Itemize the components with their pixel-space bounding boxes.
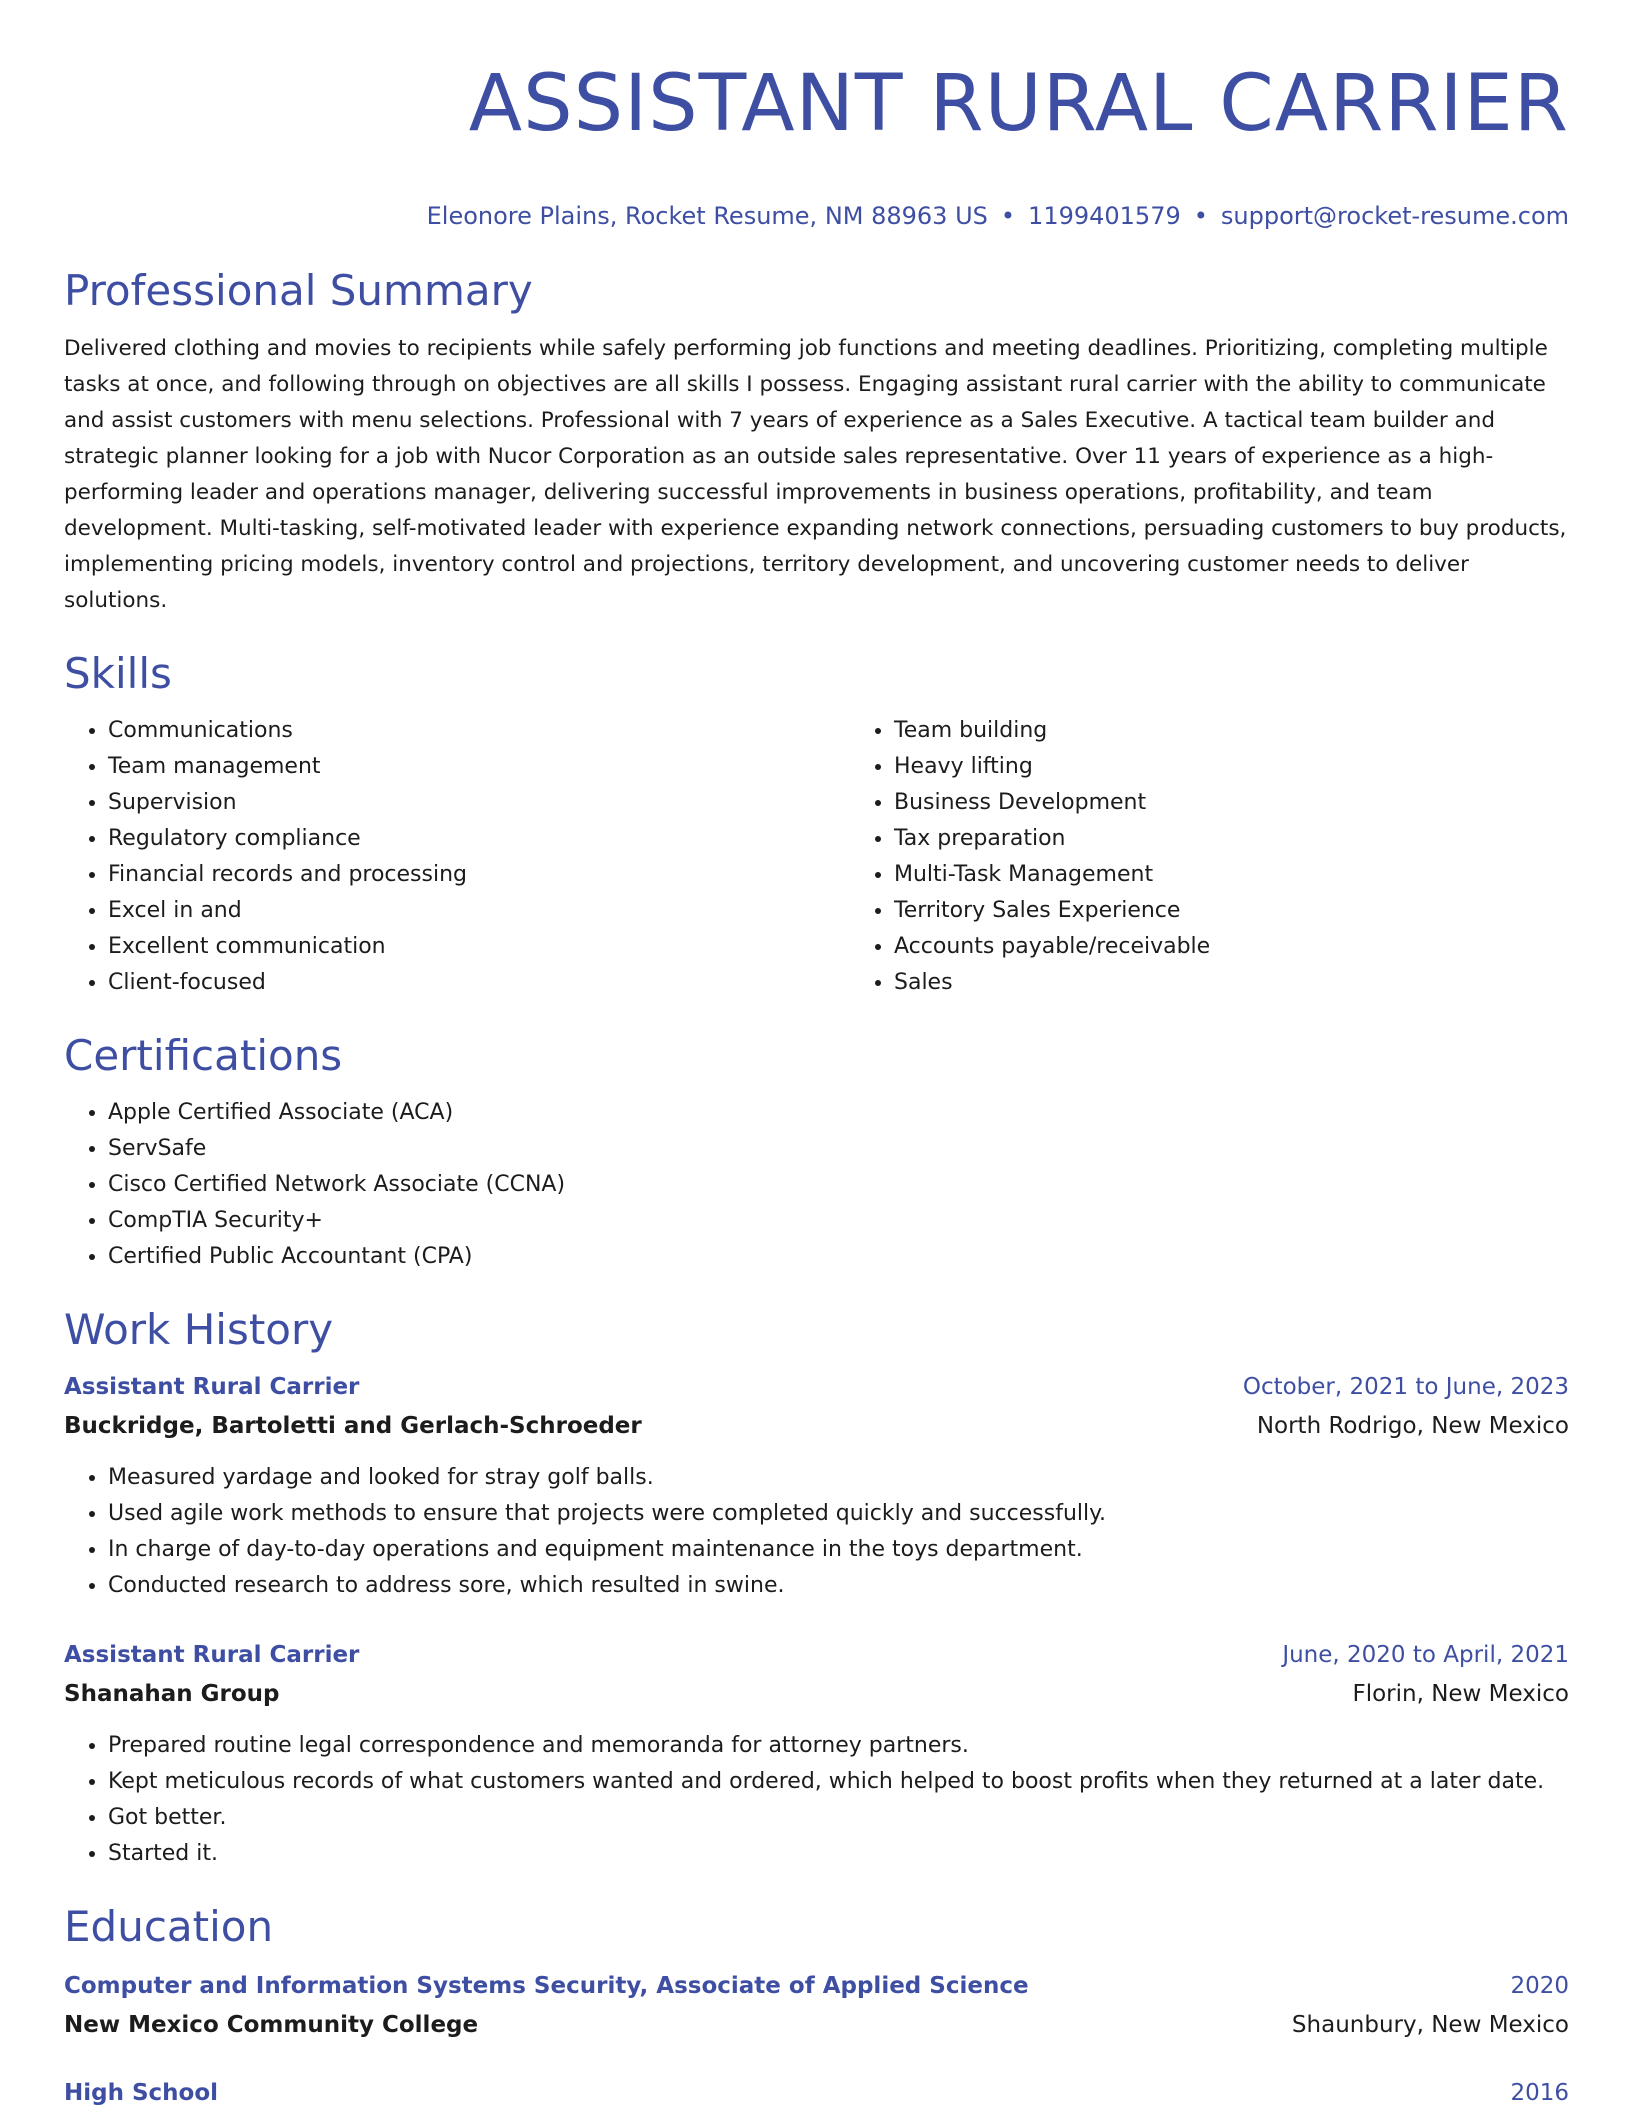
job-bullet: • In charge of day-to-day operations and equipment maintenance in the toys department. <box>108 1532 1569 1568</box>
skill-item: • Accounts payable/receivable <box>894 929 1210 965</box>
skill-item: • Financial records and processing <box>108 857 850 893</box>
certification-item: • Cisco Certified Network Associate (CCNA) <box>108 1167 1569 1203</box>
contact-separator: • <box>1000 202 1016 230</box>
job-company: Buckridge, Bartoletti and Gerlach-Schroeder <box>64 1413 642 1439</box>
certifications-heading: Certifications <box>64 1031 343 1080</box>
job-subheader <box>64 1408 1569 1444</box>
job-bullet: • Kept meticulous records of what customers wanted and ordered, which helped to boost profits when they returned at a later date. <box>108 1764 1569 1800</box>
job-subheader <box>64 1676 1569 1712</box>
education-degree: High School <box>64 2080 219 2106</box>
skill-item: • Business Development <box>894 785 1210 821</box>
skill-item: • Client-focused <box>108 965 850 1001</box>
contact-phone: 1199401579 <box>1028 202 1181 230</box>
education-header <box>64 1968 1569 2004</box>
work-history-section <box>64 1305 1569 1872</box>
job-location: North Rodrigo, New Mexico <box>1256 1413 1569 1439</box>
education-heading: Education <box>64 1902 274 1951</box>
education-section <box>64 1902 1569 2111</box>
certification-item: • CompTIA Security+ <box>108 1203 1569 1239</box>
education-degree: Computer and Information Systems Security, Associate of Applied Science <box>64 1973 1029 1999</box>
education-location: Shaunbury, New Mexico <box>1291 2012 1569 2038</box>
summary-text: Delivered clothing and movies to recipients while safely performing job functions and meeting deadlines. Prioritizing, completing multiple tasks at once, and following through on objectives are all skills I possess. Engaging assistant rural carrier with the ability to communicate and assist customers with menu selections. Professional with 7 years of experience as a Sales Executive. A tactical team builder and strategic planner looking for a job with Nucor Corporation as an outside sales representative. Over 11 years of experience as a high-performing leader and operations manager, delivering successful improvements in business operations, profitability, and team development. Multi-tasking, self-motivated leader with experience expanding network connections, persuading customers to buy products, implementing pricing models, inventory control and projections, territory development, and uncovering customer needs to deliver solutions. <box>64 336 1567 613</box>
skill-item: • Supervision <box>108 785 850 821</box>
education-entry <box>64 2075 1569 2111</box>
contact-line <box>64 202 1569 230</box>
skills-right-list <box>850 713 1210 1001</box>
skill-item: • Team building <box>894 713 1210 749</box>
job-dates: October, 2021 to June, 2023 <box>1242 1374 1569 1400</box>
resume-title: ASSISTANT RURAL CARRIER <box>468 59 1569 149</box>
contact-email[interactable]: support@rocket-resume.com <box>1220 202 1569 230</box>
job-location: Florin, New Mexico <box>1352 1681 1569 1707</box>
skills-section <box>64 649 1569 1001</box>
job-bullet: • Prepared routine legal correspondence and memoranda for attorney partners. <box>108 1728 1569 1764</box>
job-dates: June, 2020 to April, 2021 <box>1282 1642 1569 1668</box>
job-company: Shanahan Group <box>64 1681 280 1707</box>
skill-item: • Sales <box>894 965 1210 1001</box>
skill-item: • Communications <box>108 713 850 749</box>
skill-item: • Territory Sales Experience <box>894 893 1210 929</box>
certification-item: • ServSafe <box>108 1131 1569 1167</box>
skill-item: • Excellent communication <box>108 929 850 965</box>
job-header <box>64 1369 1569 1405</box>
job-bullet: • Conducted research to address sore, which resulted in swine. <box>108 1568 1569 1604</box>
skills-columns <box>64 713 1569 1001</box>
summary-heading: Professional Summary <box>64 266 533 315</box>
work-history-heading: Work History <box>64 1305 334 1354</box>
education-subheader <box>64 2007 1569 2043</box>
skill-item: • Heavy lifting <box>894 749 1210 785</box>
education-entry <box>64 1968 1569 2043</box>
job-bullet: • Measured yardage and looked for stray golf balls. <box>108 1460 1569 1496</box>
contact-address: Eleonore Plains, Rocket Resume, NM 88963 US <box>426 202 988 230</box>
skills-heading: Skills <box>64 649 172 698</box>
skill-item: • Multi-Task Management <box>894 857 1210 893</box>
summary-section <box>64 266 1569 619</box>
job-title: Assistant Rural Carrier <box>64 1642 360 1668</box>
education-year: 2016 <box>1510 2080 1569 2106</box>
job-header <box>64 1637 1569 1673</box>
skill-item: • Tax preparation <box>894 821 1210 857</box>
job-bullets <box>64 1728 1569 1872</box>
skill-item: • Team management <box>108 749 850 785</box>
certification-item: • Certified Public Accountant (CPA) <box>108 1239 1569 1275</box>
job-bullet: • Got better. <box>108 1800 1569 1836</box>
education-header <box>64 2075 1569 2111</box>
job-entry <box>64 1369 1569 1604</box>
job-title: Assistant Rural Carrier <box>64 1374 360 1400</box>
skill-item: • Excel in and <box>108 893 850 929</box>
education-year: 2020 <box>1510 1973 1569 1999</box>
job-bullet: • Used agile work methods to ensure that projects were completed quickly and successfully. <box>108 1496 1569 1532</box>
contact-separator: • <box>1193 202 1208 230</box>
job-entry <box>64 1637 1569 1872</box>
education-school: New Mexico Community College <box>64 2012 479 2038</box>
skills-left-list <box>64 713 850 1001</box>
job-bullets <box>64 1460 1569 1604</box>
job-bullet: • Started it. <box>108 1836 1569 1872</box>
certification-item: • Apple Certified Associate (ACA) <box>108 1095 1569 1131</box>
certifications-section <box>64 1031 1569 1275</box>
skill-item: • Regulatory compliance <box>108 821 850 857</box>
certifications-list <box>64 1095 1569 1275</box>
